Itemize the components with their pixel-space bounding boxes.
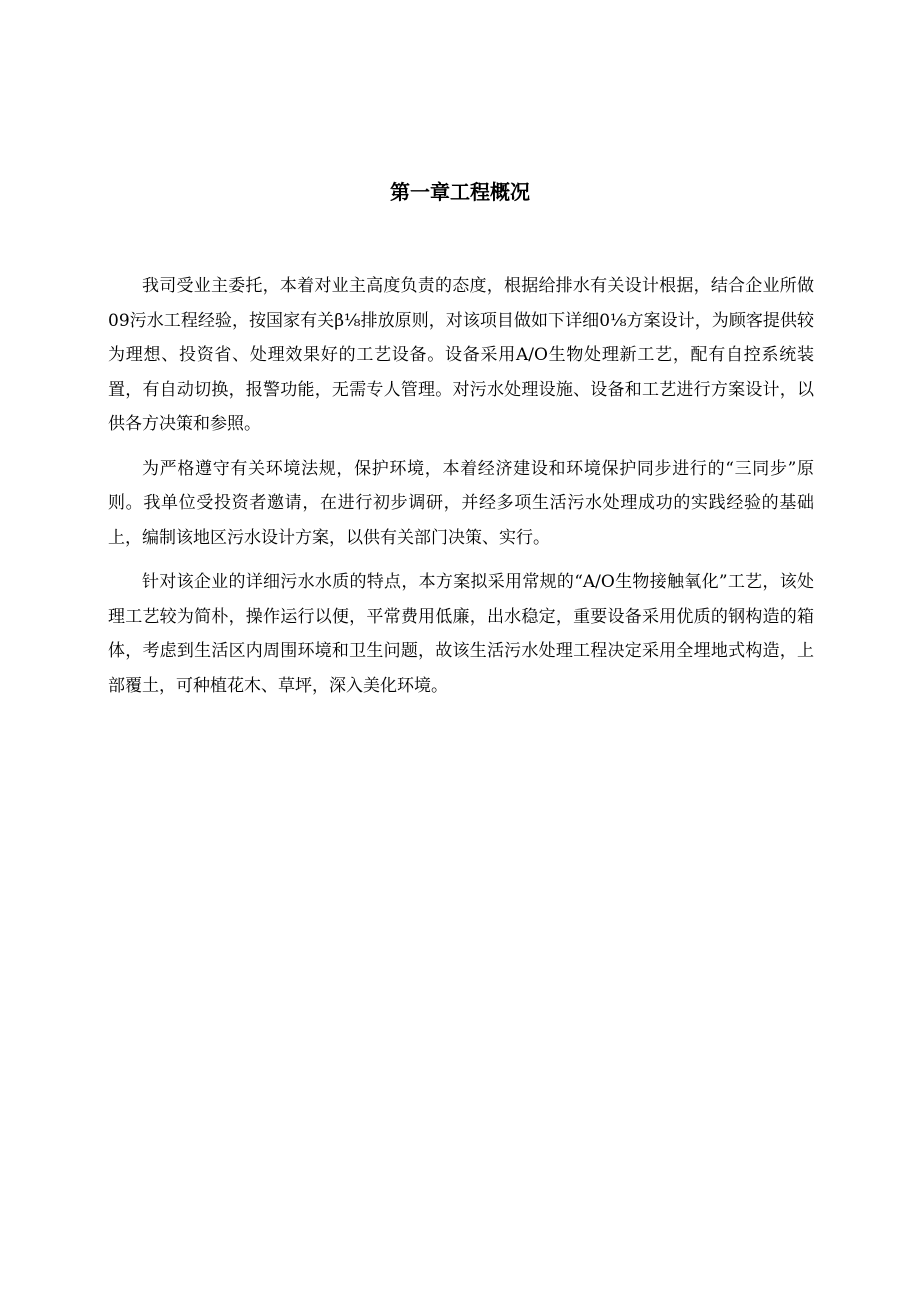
- body-text: [108, 269, 814, 713]
- paragraph-2: 为严格遵守有关环境法规，保护环境，本着经济建设和环境保护同步进行的“三同步”原则。我单位受投资者邀请，在进行初步调研，并经多项生活污水处理成功的实践经验的基础上，编制该地区污水设计方案，以供有关部门决策、实行。: [108, 458, 814, 548]
- paragraph-1: 我司受业主委托，本着对业主高度负责的态度，根据给排水有关设计根据，结合企业所做09污水工程经验，按国家有关β⅛排放原则，对该项目做如下详细0⅛方案设计，为顾客提供较为理想、投资省、处理效果好的工艺设备。设备采用A/O生物处理新工艺，配有自控系统装置，有自动切换，报警功能，无需专人管理。对污水处理设施、设备和工艺进行方案设计，以供各方决策和参照。: [108, 276, 814, 434]
- chapter-title: 第一章工程概况: [390, 180, 530, 204]
- paragraph-3: 针对该企业的详细污水水质的特点，本方案拟采用常规的“A/O生物接触氧化”工艺，该处理工艺较为简朴，操作运行以便，平常费用低廉，出水稳定，重要设备采用优质的钢构造的箱体，考虑到生活区内周围环境和卫生问题，故该生活污水处理工程决定采用全埋地式构造，上部覆土，可种植花木、草坪，深入美化环境。: [108, 572, 814, 696]
